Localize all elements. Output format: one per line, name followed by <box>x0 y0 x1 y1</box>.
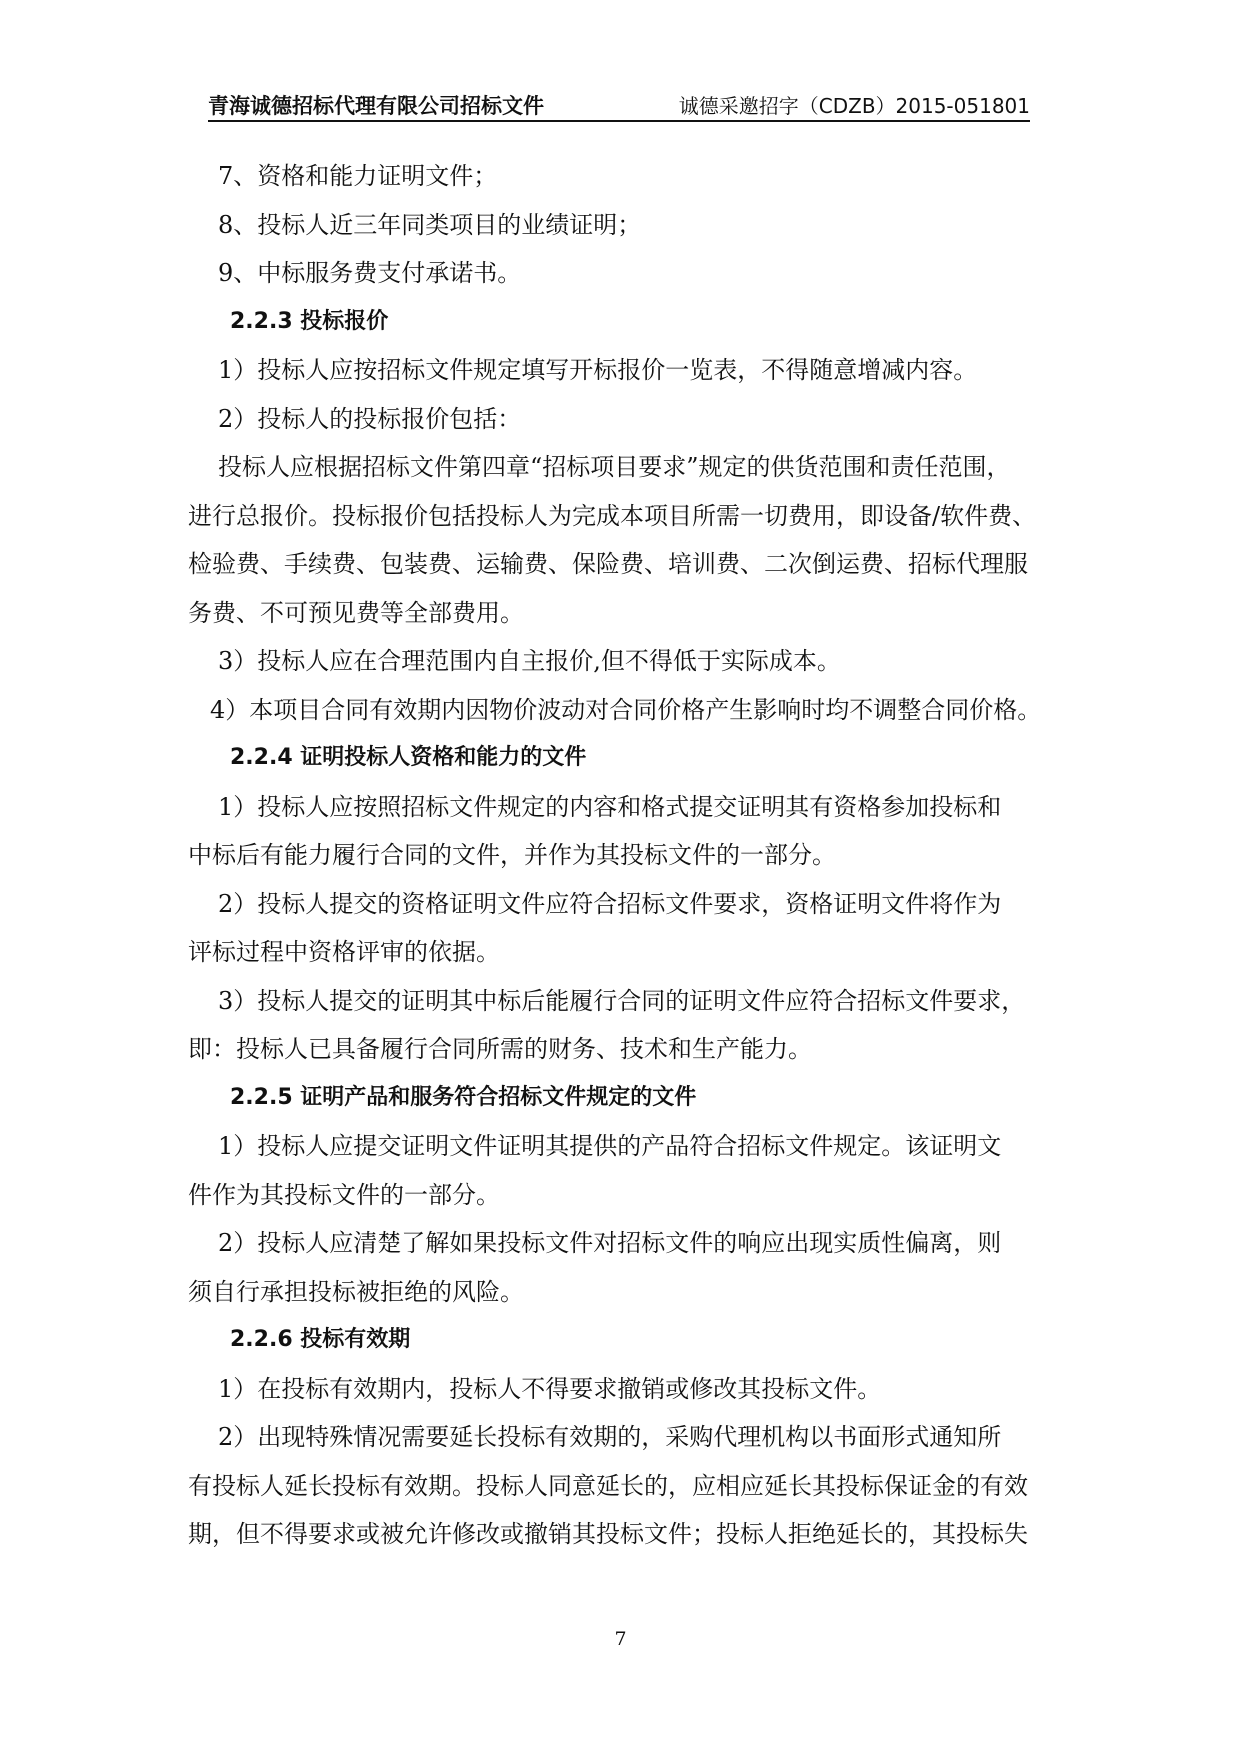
paragraph-line: 件作为其投标文件的一部分。 <box>188 1180 500 1209</box>
section-heading: 2.2.5 证明产品和服务符合招标文件规定的文件 <box>230 1084 697 1110</box>
section-heading: 2.2.6 投标有效期 <box>230 1327 411 1352</box>
list-item: 9、中标服务费支付承诺书。 <box>218 259 522 287</box>
paragraph-line: 投标人应根据招标文件第四章“招标项目要求”规定的供货范围和责任范围， <box>218 453 1011 481</box>
paragraph-line: 检验费、手续费、包装费、运输费、保险费、培训费、二次倒运费、招标代理服 <box>188 550 1028 578</box>
paragraph-line: 期，但不得要求或被允许修改或撤销其投标文件；投标人拒绝延长的，其投标失 <box>188 1520 1028 1548</box>
paragraph-line: 1）投标人应按照招标文件规定的内容和格式提交证明其有资格参加投标和 <box>218 792 1002 821</box>
paragraph-line: 2）投标人提交的资格证明文件应符合招标文件要求，资格证明文件将作为 <box>218 889 1002 918</box>
paragraph-line: 1）在投标有效期内，投标人不得要求撤销或修改其投标文件。 <box>218 1374 882 1403</box>
paragraph-line: 1）投标人应按招标文件规定填写开标报价一览表，不得随意增减内容。 <box>218 356 978 384</box>
section-heading: 2.2.4 证明投标人资格和能力的文件 <box>230 745 587 770</box>
paragraph-line: 1）投标人应提交证明文件证明其提供的产品符合招标文件规定。该证明文 <box>218 1132 1002 1160</box>
paragraph-line: 中标后有能力履行合同的文件，并作为其投标文件的一部分。 <box>188 841 836 869</box>
document-body <box>188 152 1058 1559</box>
paragraph-line: 评标过程中资格评审的依据。 <box>188 938 500 966</box>
paragraph-line: 4）本项目合同有效期内因物价波动对合同价格产生影响时均不调整合同价格。 <box>210 695 1042 724</box>
paragraph-line: 即：投标人已具备履行合同所需的财务、技术和生产能力。 <box>188 1035 812 1063</box>
section-heading: 2.2.3 投标报价 <box>230 308 389 334</box>
paragraph-line: 2）出现特殊情况需要延长投标有效期的，采购代理机构以书面形式通知所 <box>218 1423 1002 1451</box>
paragraph-line: 有投标人延长投标有效期。投标人同意延长的，应相应延长其投标保证金的有效 <box>188 1471 1028 1500</box>
paragraph-line: 3）投标人应在合理范围内自主报价,但不得低于实际成本。 <box>218 647 841 675</box>
paragraph-line: 2）投标人应清楚了解如果投标文件对招标文件的响应出现实质性偏离，则 <box>218 1229 1002 1257</box>
paragraph-line: 进行总报价。投标报价包括投标人为完成本项目所需一切费用，即设备/软件费、 <box>188 501 1037 530</box>
header-company-title: 青海诚德招标代理有限公司招标文件 <box>208 94 544 118</box>
paragraph-line: 须自行承担投标被拒绝的风险。 <box>188 1277 524 1306</box>
paragraph-line: 3）投标人提交的证明其中标后能履行合同的证明文件应符合招标文件要求， <box>218 986 1026 1015</box>
header-document-number: 诚德采邀招字（CDZB）2015-051801 <box>678 94 1030 118</box>
paragraph-line: 务费、不可预见费等全部费用。 <box>188 598 524 627</box>
list-item: 7、资格和能力证明文件； <box>218 162 498 190</box>
list-item: 8、投标人近三年同类项目的业绩证明； <box>218 210 642 239</box>
page-number: 7 <box>614 1628 627 1650</box>
page-header <box>208 86 1030 122</box>
paragraph-line: 2）投标人的投标报价包括： <box>218 404 522 433</box>
